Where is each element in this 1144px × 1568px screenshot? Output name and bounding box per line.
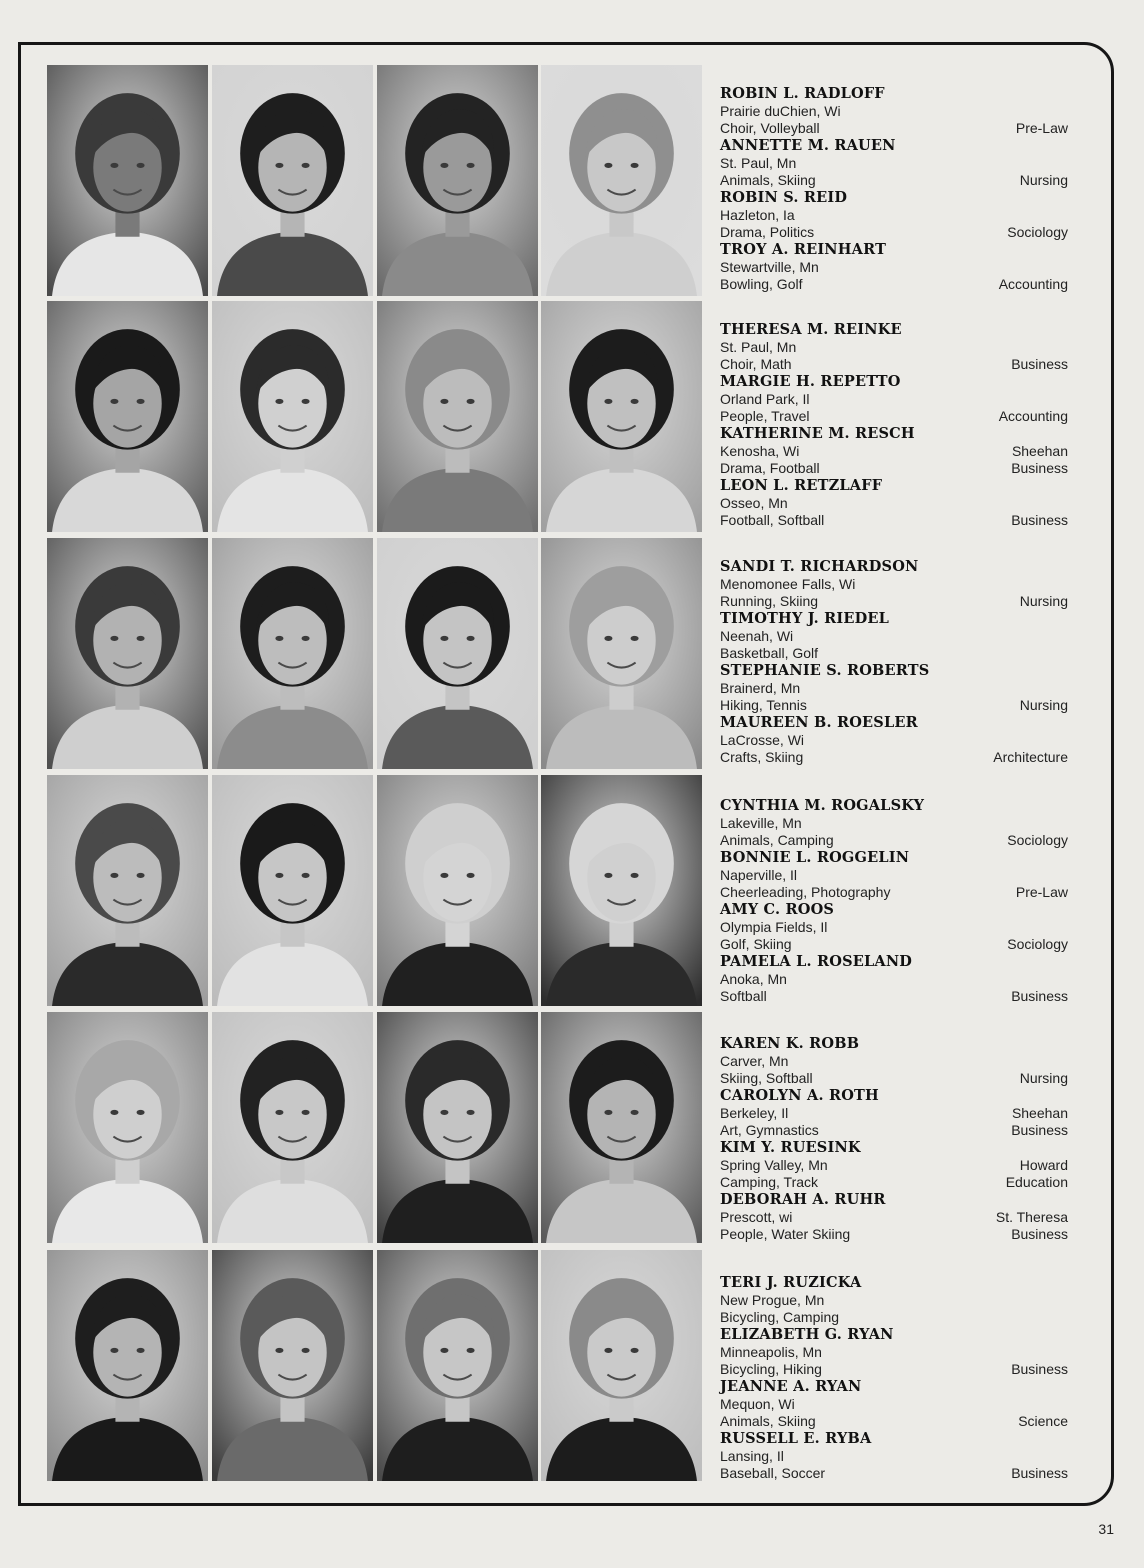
student-interests: Softball bbox=[720, 988, 767, 1004]
student-entry bbox=[720, 1139, 1070, 1191]
student-hometown: Berkeley, Il bbox=[720, 1105, 789, 1121]
student-interests: Art, Gymnastics bbox=[720, 1122, 819, 1138]
portrait-photo bbox=[212, 1012, 373, 1243]
student-major: Business bbox=[1011, 988, 1068, 1004]
portrait-photo bbox=[377, 65, 538, 296]
student-name: KAREN K. ROBB bbox=[720, 1035, 860, 1052]
student-entry bbox=[720, 901, 1070, 953]
student-name: JEANNE A. RYAN bbox=[720, 1378, 862, 1395]
portrait-photo bbox=[47, 1250, 208, 1481]
student-entry bbox=[720, 321, 1070, 373]
student-major: Sociology bbox=[1007, 832, 1068, 848]
portrait-row bbox=[0, 775, 1144, 1008]
student-major: Accounting bbox=[998, 276, 1068, 292]
student-entry bbox=[720, 1274, 1070, 1326]
student-name: CYNTHIA M. ROGALSKY bbox=[720, 797, 925, 814]
student-interests: Bicycling, Camping bbox=[720, 1309, 840, 1325]
student-major: Business bbox=[1011, 356, 1068, 372]
student-name: RUSSELL E. RYBA bbox=[720, 1430, 872, 1447]
student-major: Nursing bbox=[1019, 1070, 1068, 1086]
student-hometown: St. Paul, Mn bbox=[720, 339, 797, 355]
student-hometown: Menomonee Falls, Wi bbox=[720, 576, 856, 592]
student-interests: Golf, Skiing bbox=[720, 936, 792, 952]
student-entry bbox=[720, 477, 1070, 529]
student-entry bbox=[720, 662, 1070, 714]
student-interests: Crafts, Skiing bbox=[720, 749, 804, 765]
portrait-photo bbox=[377, 538, 538, 769]
student-name: LEON L. RETZLAFF bbox=[720, 477, 883, 494]
portrait-row bbox=[0, 1012, 1144, 1245]
student-entry bbox=[720, 1035, 1070, 1087]
student-entry bbox=[720, 85, 1070, 137]
student-name: PAMELA L. ROSELAND bbox=[720, 953, 913, 970]
student-bio-list bbox=[720, 1035, 1070, 1243]
student-interests: Animals, Camping bbox=[720, 832, 834, 848]
student-entry bbox=[720, 797, 1070, 849]
portrait-photo bbox=[212, 538, 373, 769]
student-major: Nursing bbox=[1019, 697, 1068, 713]
student-major: Education bbox=[1005, 1174, 1068, 1190]
student-interests: Animals, Skiing bbox=[720, 172, 816, 188]
student-entry bbox=[720, 1326, 1070, 1378]
portrait-photo bbox=[212, 65, 373, 296]
portrait-photo bbox=[377, 1250, 538, 1481]
student-major: Business bbox=[1011, 1226, 1068, 1242]
student-interests: Drama, Politics bbox=[720, 224, 815, 240]
student-name: TROY A. REINHART bbox=[720, 241, 887, 258]
student-major: Architecture bbox=[993, 749, 1068, 765]
student-interests: Hiking, Tennis bbox=[720, 697, 807, 713]
student-name: STEPHANIE S. ROBERTS bbox=[720, 662, 930, 679]
student-interests: Basketball, Golf bbox=[720, 645, 819, 661]
student-major: Nursing bbox=[1019, 593, 1068, 609]
student-major: Accounting bbox=[998, 408, 1068, 424]
student-hometown: Mequon, Wi bbox=[720, 1396, 795, 1412]
portrait-photo bbox=[377, 1012, 538, 1243]
student-bio-list bbox=[720, 321, 1070, 529]
student-interests: People, Water Skiing bbox=[720, 1226, 851, 1242]
student-major: Sociology bbox=[1007, 936, 1068, 952]
student-major: Sheehan bbox=[1011, 443, 1068, 459]
portrait-photo bbox=[377, 301, 538, 532]
student-hometown: Naperville, Il bbox=[720, 867, 798, 883]
student-hometown: St. Paul, Mn bbox=[720, 155, 797, 171]
student-name: TERI J. RUZICKA bbox=[720, 1274, 862, 1291]
portrait-photo bbox=[212, 1250, 373, 1481]
student-name: ROBIN L. RADLOFF bbox=[720, 85, 885, 102]
student-hometown: Carver, Mn bbox=[720, 1053, 789, 1069]
student-hometown: Olympia Fields, Il bbox=[720, 919, 828, 935]
student-major: Sheehan bbox=[1011, 1105, 1068, 1121]
student-major: Sociology bbox=[1007, 224, 1068, 240]
student-hometown: Spring Valley, Mn bbox=[720, 1157, 828, 1173]
student-entry bbox=[720, 137, 1070, 189]
student-interests: Choir, Math bbox=[720, 356, 792, 372]
portrait-photo bbox=[47, 1012, 208, 1243]
student-name: ELIZABETH G. RYAN bbox=[720, 1326, 894, 1343]
student-hometown: Osseo, Mn bbox=[720, 495, 788, 511]
student-hometown: Orland Park, Il bbox=[720, 391, 810, 407]
portrait-photo bbox=[541, 538, 702, 769]
portrait-photo bbox=[541, 301, 702, 532]
student-interests: Baseball, Soccer bbox=[720, 1465, 826, 1481]
student-interests: Football, Softball bbox=[720, 512, 825, 528]
student-interests: Cheerleading, Photography bbox=[720, 884, 891, 900]
portrait-photo bbox=[47, 775, 208, 1006]
student-name: MARGIE H. REPETTO bbox=[720, 373, 901, 390]
student-name: MAUREEN B. ROESLER bbox=[720, 714, 918, 731]
student-bio-list bbox=[720, 558, 1070, 766]
student-hometown: Stewartville, Mn bbox=[720, 259, 819, 275]
student-hometown: Kenosha, Wi bbox=[720, 443, 800, 459]
student-hometown: Prescott, wi bbox=[720, 1209, 793, 1225]
student-name: ROBIN S. REID bbox=[720, 189, 848, 206]
student-hometown: New Progue, Mn bbox=[720, 1292, 825, 1308]
portrait-row bbox=[0, 65, 1144, 298]
portrait-photo bbox=[212, 301, 373, 532]
student-entry bbox=[720, 558, 1070, 610]
student-hometown: LaCrosse, Wi bbox=[720, 732, 805, 748]
student-hometown: Neenah, Wi bbox=[720, 628, 794, 644]
portrait-photo bbox=[541, 775, 702, 1006]
student-bio-list bbox=[720, 797, 1070, 1005]
student-entry bbox=[720, 189, 1070, 241]
student-major: Howard bbox=[1019, 1157, 1068, 1173]
student-entry bbox=[720, 425, 1070, 477]
student-entry bbox=[720, 953, 1070, 1005]
student-entry bbox=[720, 849, 1070, 901]
student-interests: Choir, Volleyball bbox=[720, 120, 820, 136]
portrait-photo bbox=[47, 301, 208, 532]
student-interests: Bowling, Golf bbox=[720, 276, 803, 292]
student-hometown: Anoka, Mn bbox=[720, 971, 787, 987]
portrait-row bbox=[0, 538, 1144, 771]
student-hometown: Hazleton, Ia bbox=[720, 207, 795, 223]
student-name: THERESA M. REINKE bbox=[720, 321, 902, 338]
portrait-photo bbox=[212, 775, 373, 1006]
student-major: Business bbox=[1011, 1122, 1068, 1138]
portrait-row bbox=[0, 1250, 1144, 1483]
student-name: SANDI T. RICHARDSON bbox=[720, 558, 919, 575]
student-name: BONNIE L. ROGGELIN bbox=[720, 849, 910, 866]
student-entry bbox=[720, 1378, 1070, 1430]
student-bio-list bbox=[720, 85, 1070, 293]
student-interests: Running, Skiing bbox=[720, 593, 819, 609]
student-name: TIMOTHY J. RIEDEL bbox=[720, 610, 890, 627]
student-interests: Drama, Football bbox=[720, 460, 820, 476]
student-name: KIM Y. RUESINK bbox=[720, 1139, 861, 1156]
student-interests: Skiing, Softball bbox=[720, 1070, 813, 1086]
student-major: Pre-Law bbox=[1015, 884, 1068, 900]
portrait-photo bbox=[377, 775, 538, 1006]
portrait-photo bbox=[541, 1012, 702, 1243]
student-name: CAROLYN A. ROTH bbox=[720, 1087, 879, 1104]
portrait-photo bbox=[47, 65, 208, 296]
student-name: DEBORAH A. RUHR bbox=[720, 1191, 886, 1208]
student-entry bbox=[720, 1087, 1070, 1139]
student-entry bbox=[720, 714, 1070, 766]
student-entry bbox=[720, 610, 1070, 662]
student-entry bbox=[720, 1191, 1070, 1243]
student-entry bbox=[720, 241, 1070, 293]
student-entry bbox=[720, 373, 1070, 425]
portrait-row bbox=[0, 301, 1144, 534]
student-name: ANNETTE M. RAUEN bbox=[720, 137, 896, 154]
student-entry bbox=[720, 1430, 1070, 1482]
page-number: 31 bbox=[1098, 1521, 1114, 1537]
student-interests: Animals, Skiing bbox=[720, 1413, 816, 1429]
student-hometown: Prairie duChien, Wi bbox=[720, 103, 841, 119]
student-bio-list bbox=[720, 1274, 1070, 1482]
student-hometown: Lakeville, Mn bbox=[720, 815, 802, 831]
student-major: Business bbox=[1011, 512, 1068, 528]
student-major: St. Theresa bbox=[995, 1209, 1068, 1225]
student-interests: Bicycling, Hiking bbox=[720, 1361, 822, 1377]
portrait-photo bbox=[47, 538, 208, 769]
student-major: Business bbox=[1011, 460, 1068, 476]
student-major: Pre-Law bbox=[1015, 120, 1068, 136]
student-major: Business bbox=[1011, 1361, 1068, 1377]
portrait-photo bbox=[541, 1250, 702, 1481]
student-major: Business bbox=[1011, 1465, 1068, 1481]
portrait-photo bbox=[541, 65, 702, 296]
student-hometown: Lansing, Il bbox=[720, 1448, 784, 1464]
student-major: Nursing bbox=[1019, 172, 1068, 188]
student-hometown: Brainerd, Mn bbox=[720, 680, 801, 696]
student-interests: People, Travel bbox=[720, 408, 810, 424]
student-major: Science bbox=[1018, 1413, 1068, 1429]
student-name: KATHERINE M. RESCH bbox=[720, 425, 915, 442]
student-interests: Camping, Track bbox=[720, 1174, 819, 1190]
student-name: AMY C. ROOS bbox=[720, 901, 835, 918]
student-hometown: Minneapolis, Mn bbox=[720, 1344, 822, 1360]
